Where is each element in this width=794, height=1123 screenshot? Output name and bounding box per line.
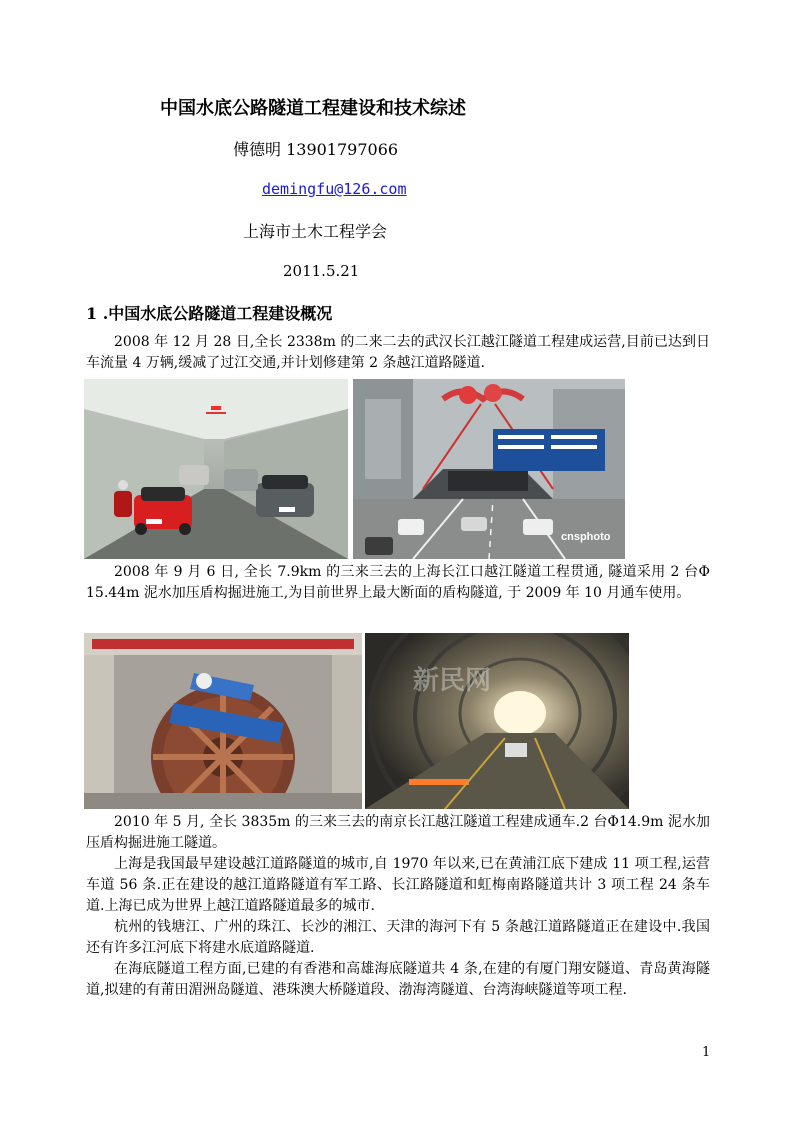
paragraph-nanjing: 2010 年 5 月, 全长 3835m 的三来三去的南京长江越江隧道工程建成通车.2 台Φ14.9m 泥水加压盾构掘进施工隧道。: [86, 814, 710, 851]
paragraph-shanghai-huangpu: 上海是我国最早建设越江道路隧道的城市,自 1970 年以来,已在黄浦江底下建成 11 项工程,运营车道 56 条.正在建设的越江道路隧道有军工路、长江路隧道和虹梅南路隧道共计 3 项工程 24 条车道.上海已成为世界上越江道路隧道最多的城市.: [86, 856, 710, 914]
organization: 上海市土木工程学会: [243, 222, 388, 241]
document-title: 中国水底公路隧道工程建设和技术综述: [160, 98, 466, 119]
photo-shield-machine: [84, 633, 362, 809]
paragraph-other-cities: 杭州的钱塘江、广州的珠江、长沙的湘江、天津的海河下有 5 条越江道路隧道正在建设中.我国还有许多江河底下将建水底道路隧道.: [86, 919, 710, 956]
section-heading: 1 .中国水底公路隧道工程建设概况: [86, 304, 333, 323]
watermark-xinmin: 新民网: [413, 666, 492, 696]
watermark-cnsphoto: cnsphoto: [561, 531, 611, 543]
document-date: 2011.5.21: [283, 262, 360, 280]
paragraph-shanghai-yangtze: 2008 年 9 月 6 日, 全长 7.9km 的三来三去的上海长江口越江隧道工程贯通, 隧道采用 2 台Φ 15.44m 泥水加压盾构掘进施工,为目前世界上最大断面的盾构隧道, 于 2009 年 10 月通车使用。: [86, 564, 710, 601]
page-number: 1: [702, 1045, 711, 1060]
author-line: 傅德明 13901797066: [233, 140, 399, 159]
photo-wuhan-tunnel-interior: [84, 379, 348, 559]
paragraph-undersea: 在海底隧道工程方面,已建的有香港和高雄海底隧道共 4 条,在建的有厦门翔安隧道、青岛黄海隧道,拟建的有莆田湄洲岛隧道、港珠澳大桥隧道段、渤海湾隧道、台湾海峡隧道等项工程.: [86, 961, 710, 998]
photo-tunnel-construction: [365, 633, 629, 809]
author-email-link[interactable]: demingfu@126.com: [262, 180, 407, 198]
paragraph-wuhan: 2008 年 12 月 28 日,全长 2338m 的二来二去的武汉长江越江隧道工程建成运营,目前已达到日车流量 4 万辆,缓减了过江交通,并计划修建第 2 条越江道路隧道.: [86, 334, 710, 371]
photo-wuhan-tunnel-portal: [353, 379, 625, 559]
